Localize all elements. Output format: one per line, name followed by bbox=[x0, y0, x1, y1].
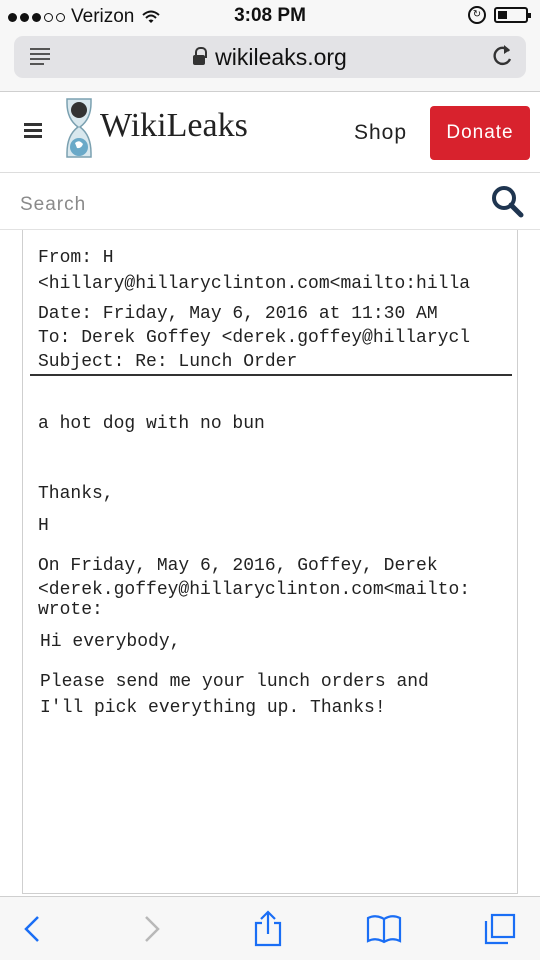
search-bar[interactable] bbox=[0, 174, 540, 230]
search-input[interactable]: Search bbox=[20, 194, 87, 215]
carrier-name: Verizon bbox=[71, 6, 135, 27]
email-subject-line: Subject: Re: Lunch Order bbox=[38, 352, 298, 372]
quoted-body-line: I'll pick everything up. Thanks! bbox=[40, 698, 386, 718]
site-logo-text[interactable]: WikiLeaks bbox=[100, 107, 248, 144]
hamburger-menu-icon[interactable] bbox=[24, 123, 42, 141]
address-bar[interactable] bbox=[14, 36, 526, 78]
forward-icon[interactable] bbox=[130, 909, 170, 949]
share-icon[interactable] bbox=[248, 909, 288, 949]
email-from-address: <hillary@hillaryclinton.com<mailto:hilla bbox=[38, 274, 471, 294]
quoted-body-line: Please send me your lunch orders and bbox=[40, 672, 429, 692]
email-signoff: Thanks, bbox=[38, 484, 114, 504]
email-from-line: From: H bbox=[38, 248, 114, 268]
browser-toolbar bbox=[0, 896, 540, 960]
url-text: wikileaks.org bbox=[215, 44, 347, 70]
orientation-lock-icon: ↻ bbox=[468, 6, 486, 24]
quoted-intro-address: <derek.goffey@hillaryclinton.com<mailto: bbox=[38, 580, 471, 600]
quoted-intro-wrote: wrote: bbox=[38, 600, 103, 620]
url-display[interactable] bbox=[14, 44, 526, 71]
status-bar bbox=[0, 0, 540, 32]
site-header bbox=[0, 93, 540, 173]
shop-link[interactable]: Shop bbox=[354, 121, 408, 144]
email-document bbox=[22, 230, 518, 894]
quoted-greeting: Hi everybody, bbox=[40, 632, 181, 652]
browser-address-area bbox=[0, 32, 540, 92]
search-icon[interactable] bbox=[490, 184, 524, 218]
hourglass-logo-icon[interactable] bbox=[64, 97, 94, 159]
email-to-line: To: Derek Goffey <derek.goffey@hillarycl bbox=[38, 328, 471, 348]
email-signature: H bbox=[38, 516, 49, 536]
tabs-icon[interactable] bbox=[480, 909, 520, 949]
status-right bbox=[468, 6, 528, 24]
email-body-line: a hot dog with no bun bbox=[38, 414, 265, 434]
email-date-line: Date: Friday, May 6, 2016 at 11:30 AM bbox=[38, 304, 438, 324]
battery-icon bbox=[494, 7, 528, 23]
reload-icon[interactable] bbox=[492, 42, 514, 68]
donate-button[interactable]: Donate bbox=[430, 106, 530, 160]
lock-icon bbox=[193, 52, 205, 66]
back-icon[interactable] bbox=[14, 909, 54, 949]
quoted-intro-line: On Friday, May 6, 2016, Goffey, Derek bbox=[38, 556, 438, 576]
bookmarks-icon[interactable] bbox=[364, 909, 404, 949]
header-divider bbox=[30, 374, 512, 376]
status-time: 3:08 PM bbox=[234, 5, 306, 26]
